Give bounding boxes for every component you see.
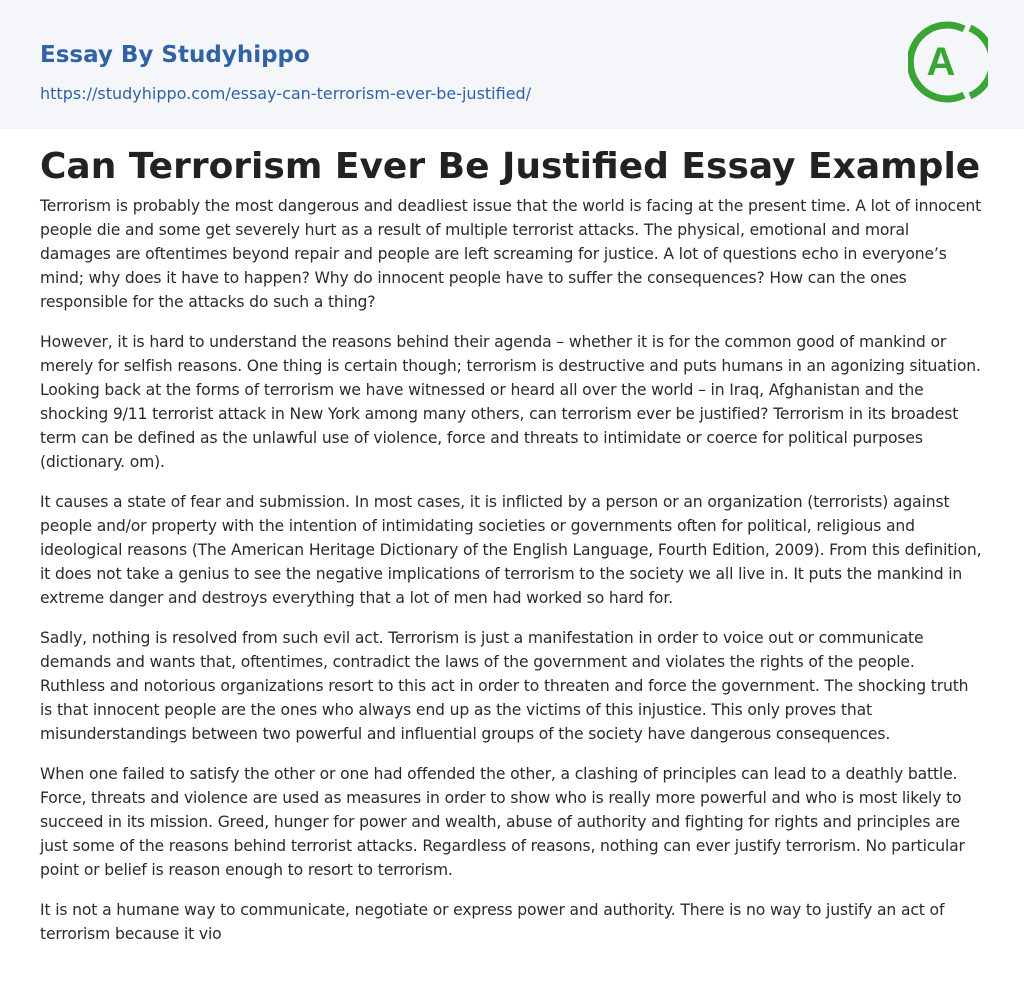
page-title: Can Terrorism Ever Be Justified Essay Example <box>40 146 981 187</box>
site-brand[interactable]: Essay By Studyhippo <box>40 42 310 68</box>
essay-paragraph: However, it is hard to understand the reasons behind their agenda – whether it is for the common good of mankind or merely for selfish reasons. One thing is certain though; terrorism is destructive and puts humans in an agonizing situation. Looking back at the forms of terrorism we have witnessed or heard all over the world – in Iraq, Afghanistan and the shocking 9/11 terrorist attack in New York among many others, can terrorism ever be justified? Terrorism in its broadest term can be defined as the unlawful use of violence, force and threats to intimidate or coerce for political purposes (dictionary. om). <box>40 333 981 471</box>
essay-paragraph: When one failed to satisfy the other or one had offended the other, a clashing of principles can lead to a deathly battle. Force, threats and violence are used as measures in order to show who is really more powerful and who is most likely to succeed in its mission. Greed, hunger for power and wealth, abuse of authority and fighting for rights and principles are just some of the reasons behind terrorist attacks. Regardless of reasons, nothing can ever justify terrorism. No particular point or belief is reason enough to resort to terrorism. <box>40 765 965 879</box>
essay-body <box>40 194 984 962</box>
essay-paragraph: Sadly, nothing is resolved from such evil act. Terrorism is just a manifestation in order to voice out or communicate demands and wants that, oftentimes, contradict the laws of the government and violates the rights of the people. Ruthless and notorious organizations resort to this act in order to threaten and force the government. The shocking truth is that innocent people are the ones who always end up as the victims of this injustice. This only proves that misunderstandings between two powerful and influential groups of the society have dangerous consequences. <box>40 629 969 743</box>
essay-paragraph: It causes a state of fear and submission. In most cases, it is inflicted by a person or an organization (terrorists) against people and/or property with the intention of intimidating societies or governments often for political, religious and ideological reasons (The American Heritage Dictionary of the English Language, Fourth Edition, 2009). From this definition, it does not take a genius to see the negative implications of terrorism to the society we all live in. It puts the mankind in extreme danger and destroys everything that a lot of men had worked so hard for. <box>40 493 982 607</box>
essay-paragraph: Terrorism is probably the most dangerous and deadliest issue that the world is facing at the present time. A lot of innocent people die and some get severely hurt as a result of multiple terrorist attacks. The physical, emotional and moral damages are oftentimes beyond repair and people are left screaming for justice. A lot of questions echo in everyone’s mind; why does it have to happen? Why do innocent people have to suffer the consequences? How can the ones responsible for the attacks do such a thing? <box>40 197 982 311</box>
logo-letter: A <box>926 40 956 84</box>
essay-paragraph: It is not a humane way to communicate, negotiate or express power and authority. There is no way to justify an act of terrorism because it vio <box>40 901 945 943</box>
source-url-link[interactable]: https://studyhippo.com/essay-can-terrorism-ever-be-justified/ <box>40 84 532 103</box>
